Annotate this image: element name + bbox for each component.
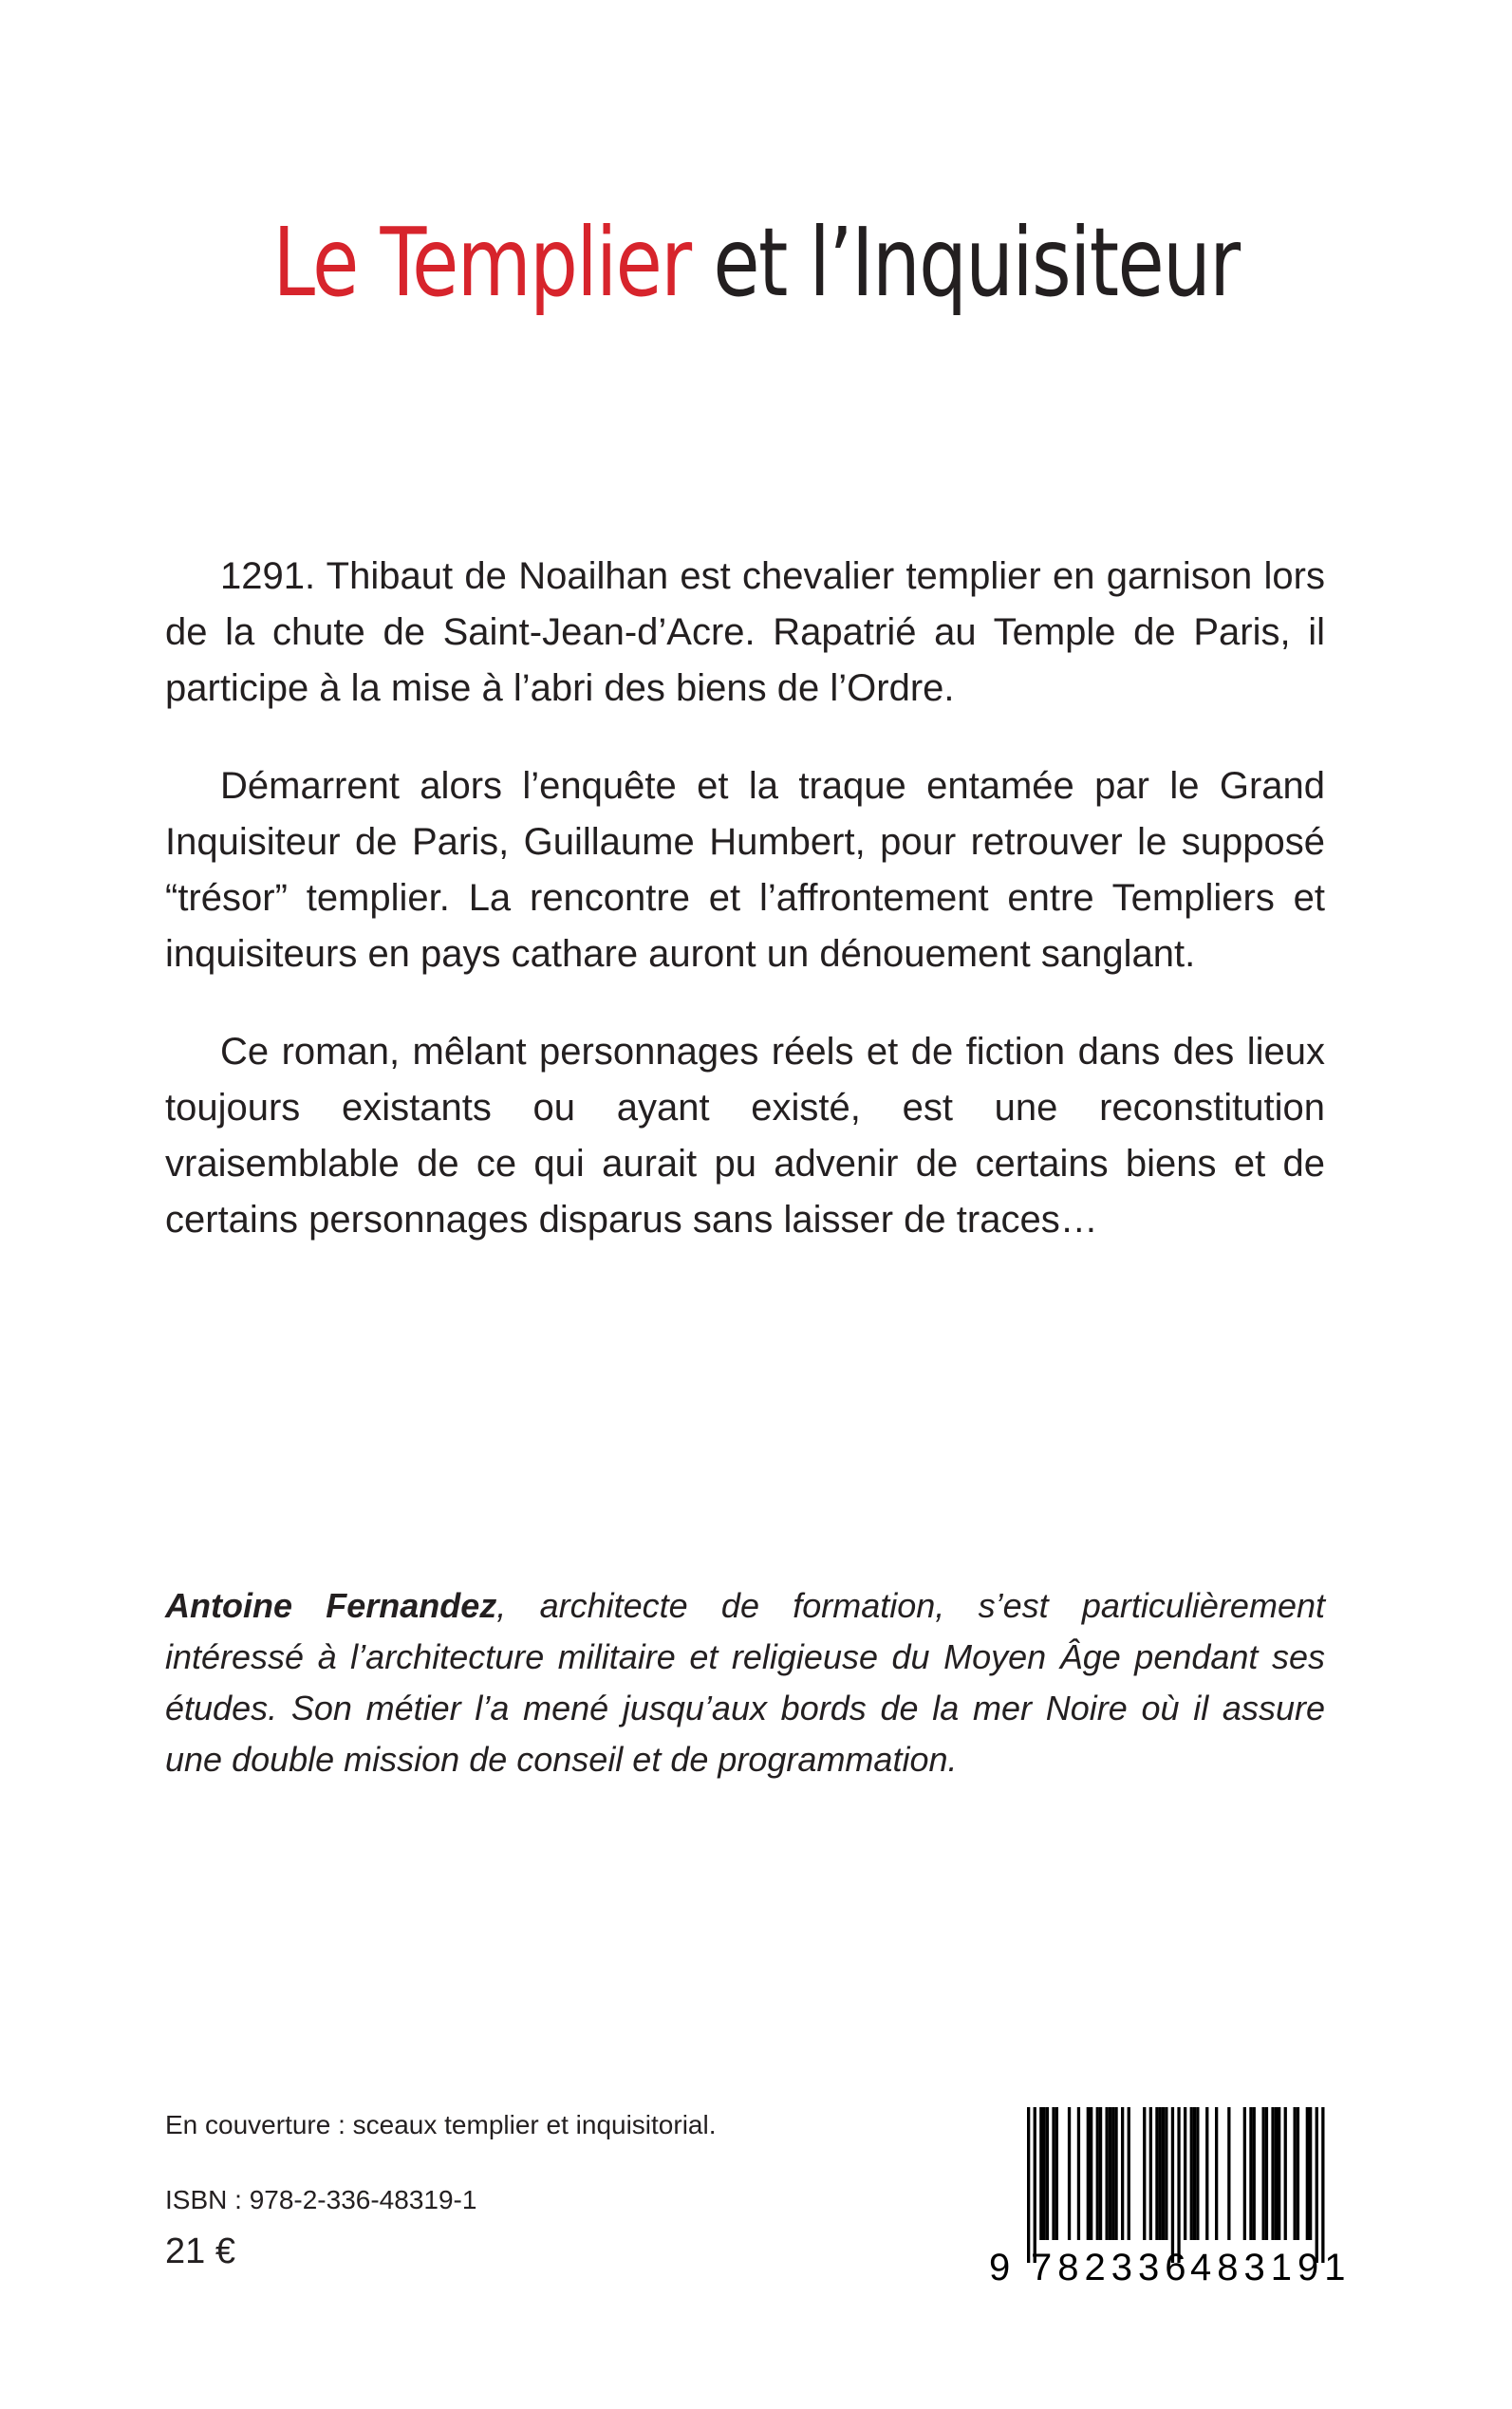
barcode-bar bbox=[1096, 2107, 1099, 2240]
author-bio-text: , architecte de formation, s’est particulièrement intéressé à l’architecture militaire et religieuse du Moyen Âge pendant ses études. Son métier l’a mené jusqu’aux bords de la mer Noire où il assure une double mission de conseil et de programmation. bbox=[165, 1586, 1325, 1779]
author-name: Antoine Fernandez bbox=[165, 1586, 497, 1625]
barcode-bar bbox=[1171, 2107, 1174, 2263]
barcode-bar bbox=[1099, 2107, 1102, 2240]
blurb-paragraph: Ce roman, mêlant personnages réels et de fiction dans des lieux toujours existants ou ayant existé, est une reconstitution vraisemblable de ce qui aurait pu advenir de certains biens et de certains personnages disparus sans laisser de traces… bbox=[165, 1031, 1325, 1241]
barcode-right-group: 483191 bbox=[1190, 2247, 1352, 2288]
barcode-bar bbox=[1278, 2107, 1280, 2240]
barcode-first-digit: 9 bbox=[989, 2247, 1011, 2288]
barcode-bar bbox=[1196, 2107, 1199, 2240]
barcode-bar bbox=[1128, 2107, 1130, 2240]
barcode-bar bbox=[1114, 2107, 1117, 2240]
author-bio bbox=[165, 1580, 1325, 1785]
barcode-bar bbox=[1165, 2107, 1167, 2240]
barcode-bar bbox=[1271, 2107, 1274, 2240]
barcode-bar bbox=[1043, 2107, 1046, 2240]
barcode-bar bbox=[1106, 2107, 1109, 2240]
barcode-bar bbox=[1316, 2107, 1318, 2263]
book-title-part1: Le Templier bbox=[272, 207, 691, 318]
barcode-bar bbox=[1046, 2107, 1049, 2240]
barcode-bar bbox=[1253, 2107, 1256, 2240]
barcode-bar bbox=[1249, 2107, 1252, 2240]
barcode-bar bbox=[1027, 2107, 1030, 2263]
barcode-bar bbox=[1215, 2107, 1218, 2240]
price: 21 € bbox=[165, 2232, 235, 2271]
barcode-bar bbox=[1090, 2107, 1092, 2240]
barcode-bar bbox=[1294, 2107, 1297, 2240]
barcode-bar bbox=[1077, 2107, 1080, 2240]
barcode-bar bbox=[1177, 2107, 1180, 2263]
barcode-bar bbox=[1275, 2107, 1278, 2240]
barcode-bar bbox=[1193, 2107, 1196, 2240]
barcode-bar bbox=[1155, 2107, 1158, 2240]
barcode-bar bbox=[1321, 2107, 1324, 2263]
book-title bbox=[151, 201, 1360, 325]
barcode-bar bbox=[1087, 2107, 1090, 2240]
barcode-digits bbox=[989, 2246, 1353, 2289]
barcode-bar bbox=[1162, 2107, 1165, 2240]
barcode-bar bbox=[1149, 2107, 1152, 2240]
barcode-bar bbox=[1309, 2107, 1312, 2240]
barcode-bar bbox=[1109, 2107, 1111, 2240]
barcode-left-group: 782336 bbox=[1031, 2247, 1192, 2288]
barcode-bar bbox=[1121, 2107, 1124, 2240]
barcode-bar bbox=[1055, 2107, 1058, 2240]
barcode-bar bbox=[1297, 2107, 1299, 2240]
barcode-bar bbox=[1227, 2107, 1230, 2240]
barcode-bar bbox=[1034, 2107, 1036, 2263]
barcode-bar bbox=[1284, 2107, 1287, 2240]
barcode-icon bbox=[989, 2103, 1353, 2289]
barcode-bar bbox=[1068, 2107, 1071, 2240]
blurb-paragraph: Démarrent alors l’enquête et la traque entamée par le Grand Inquisiteur de Paris, Guillaume Humbert, pour retrouver le supposé “trésor” templier. La rencontre et l’affrontement entre Templiers et inquisiteurs en pays cathare auront un dénouement sanglant. bbox=[165, 765, 1325, 975]
blurb-paragraph: 1291. Thibaut de Noailhan est chevalier templier en garnison lors de la chute de Saint-Jean-d’Acre. Rapatrié au Temple de Paris, il participe à la mise à l’abri des biens de l’Ordre. bbox=[165, 555, 1325, 709]
barcode-bar bbox=[1205, 2107, 1208, 2240]
cover-credit: En couverture : sceaux templier et inquisitorial. bbox=[165, 2110, 717, 2139]
barcode-bar bbox=[1111, 2107, 1114, 2240]
book-title-part2: et l’Inquisiteur bbox=[713, 207, 1240, 318]
barcode-bar bbox=[1184, 2107, 1186, 2240]
barcode-bar bbox=[1159, 2107, 1162, 2240]
blurb bbox=[165, 549, 1325, 1290]
barcode-bar bbox=[1039, 2107, 1042, 2240]
barcode-bar bbox=[1262, 2107, 1265, 2240]
barcode-bar bbox=[1306, 2107, 1309, 2240]
barcode-bar bbox=[1243, 2107, 1246, 2240]
barcode-bar bbox=[1143, 2107, 1146, 2240]
barcode-bar bbox=[1052, 2107, 1055, 2240]
isbn: ISBN : 978-2-336-48319-1 bbox=[165, 2185, 477, 2214]
barcode-bar bbox=[1190, 2107, 1193, 2240]
barcode-bar bbox=[1265, 2107, 1268, 2240]
